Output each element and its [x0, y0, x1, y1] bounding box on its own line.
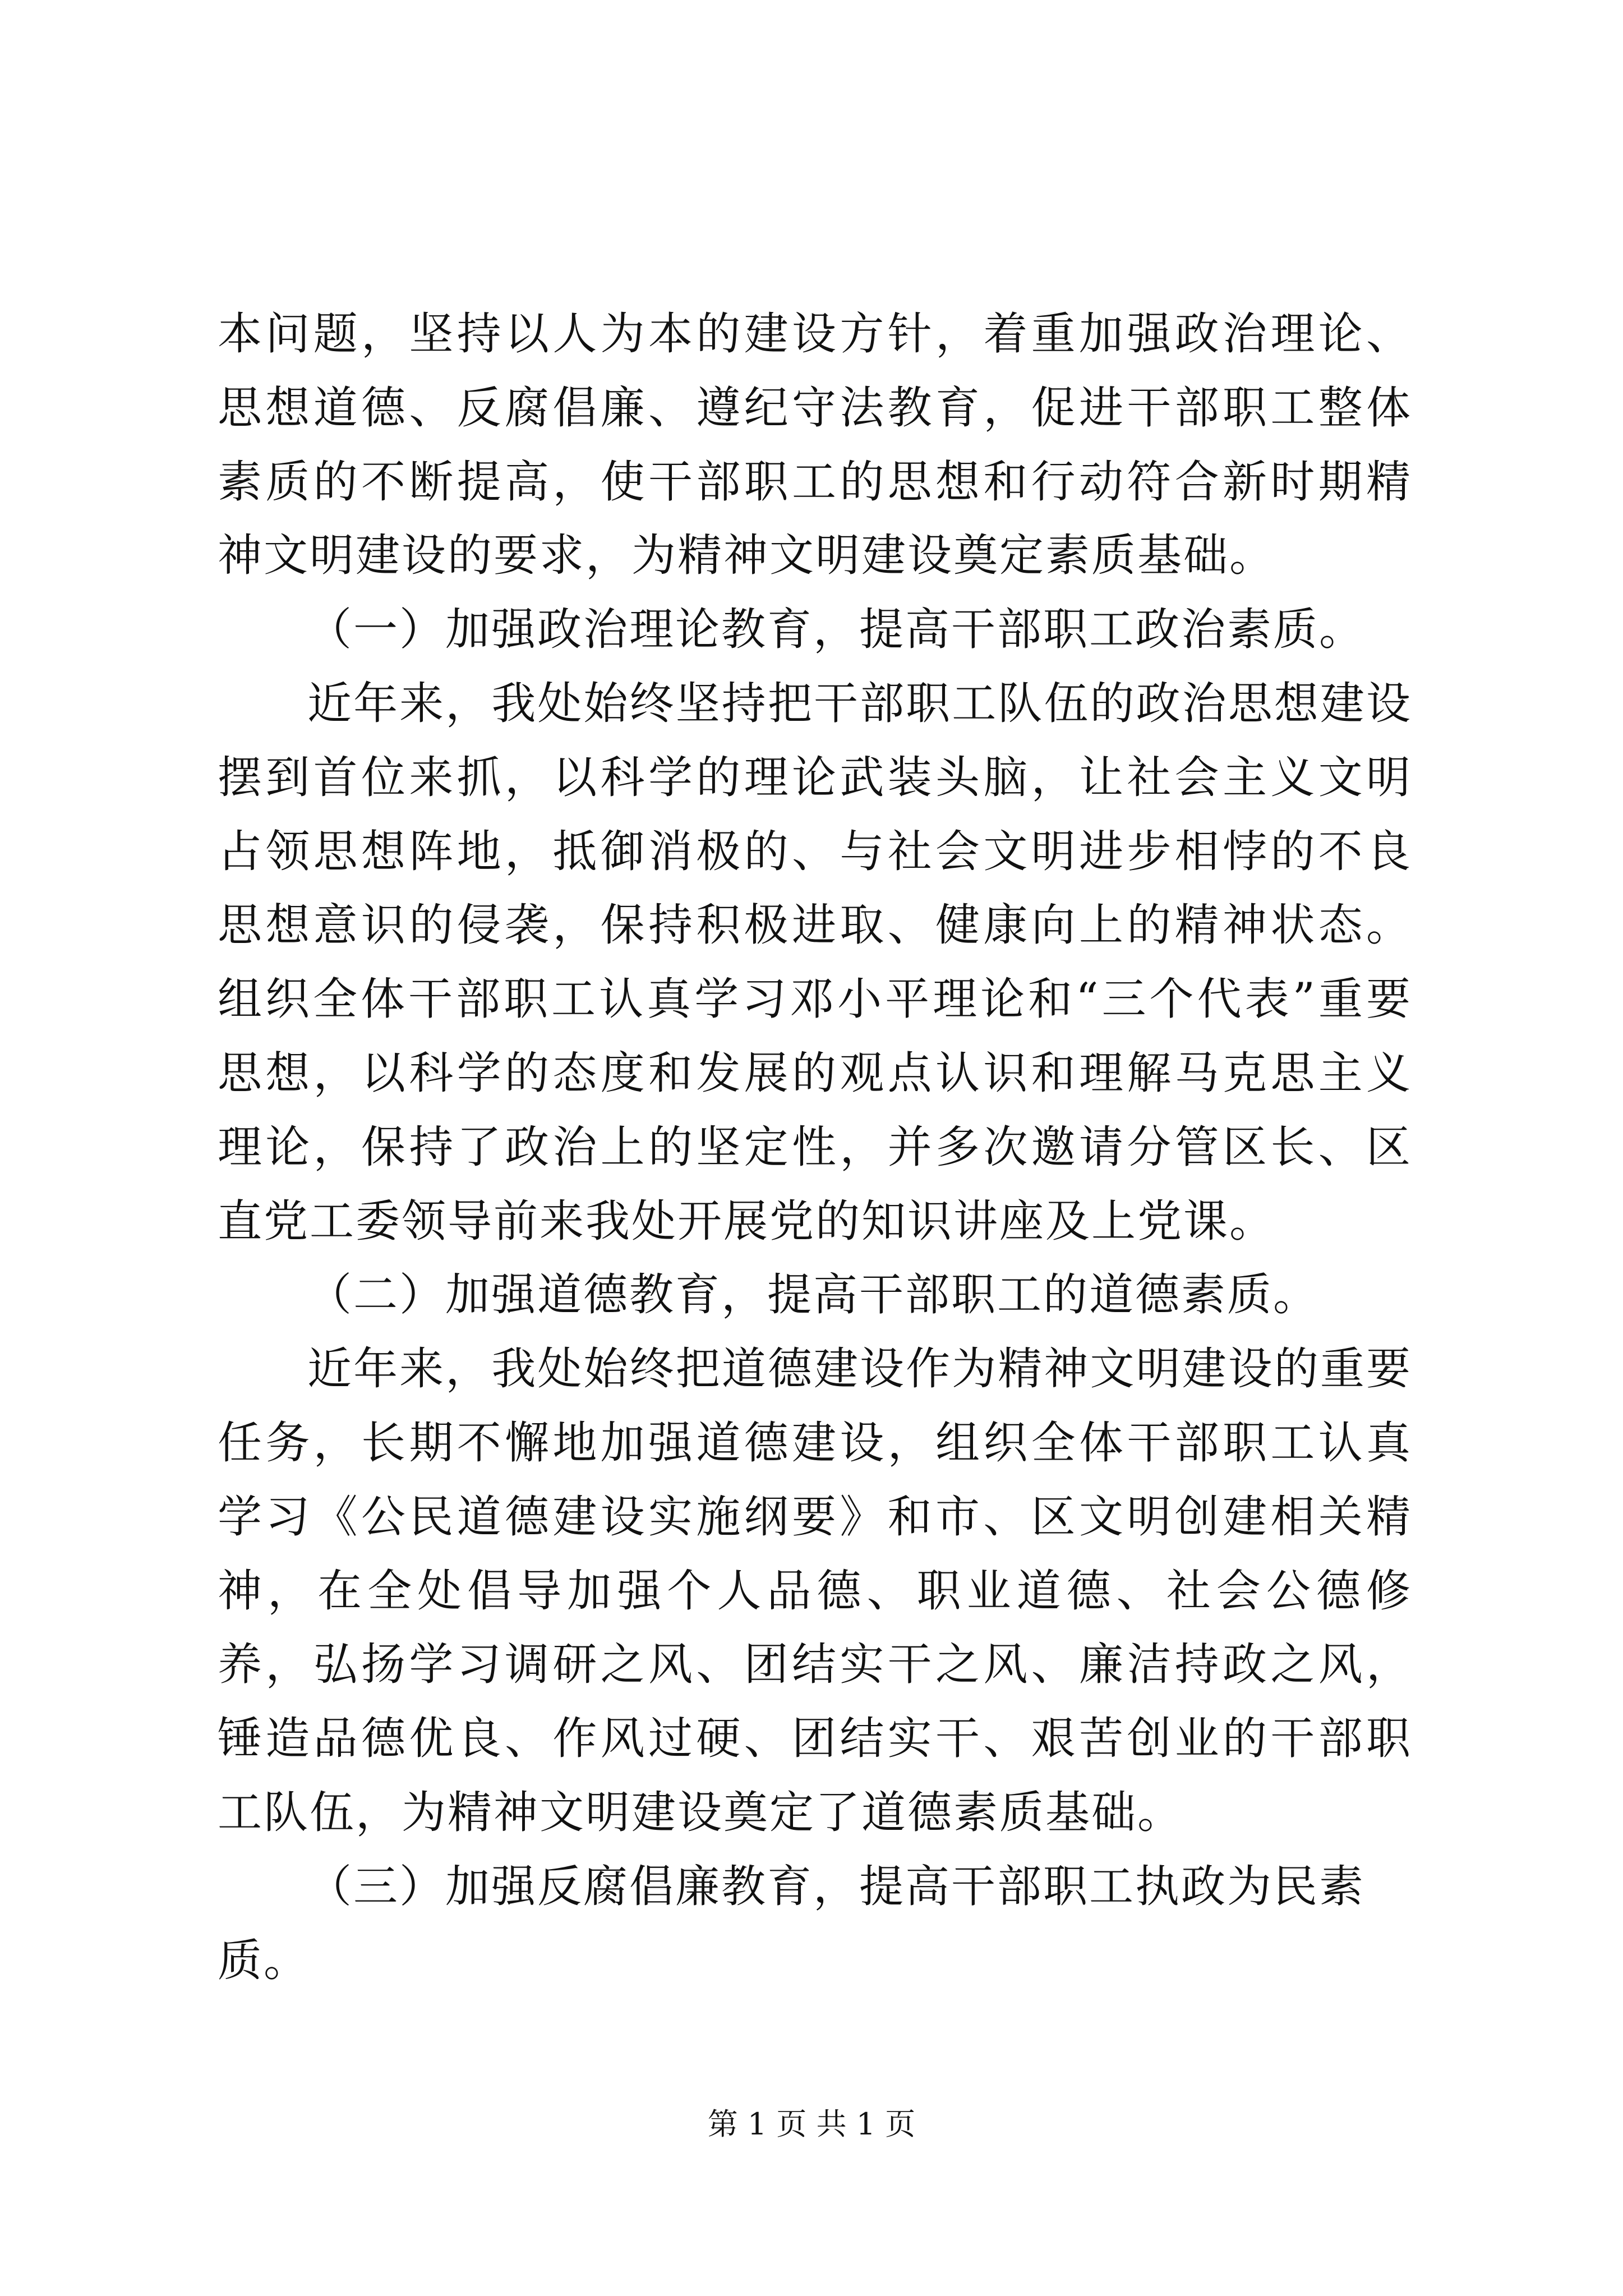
paragraph-continued: 本问题，坚持以人为本的建设方针，着重加强政治理论、思想道德、反腐倡廉、遵纪守法教育，促进干部职工整体素质的不断提高，使干部职工的思想和行动符合新时期精神文明建设的要求，为精神文明建设奠定素质基础。 — [218, 308, 1412, 582]
paragraph-political-education: 近年来，我处始终坚持把干部职工队伍的政治思想建设摆到首位来抓，以科学的理论武装头脑，让社会主义文明占领思想阵地，抵御消极的、与社会文明进步相悖的不良思想意识的侵袭，保持积极进取、健康向上的精神状态。组织全体干部职工认真学习邓小平理论和“三个代表”重要思想，以科学的态度和发展的观点认识和理解马克思主义理论，保持了政治上的坚定性，并多次邀请分管区长、区直党工委领导前来我处开展党的知识讲座及上党课。 — [218, 677, 1412, 1247]
section-heading-2: （二）加强道德教育，提高干部职工的道德素质。 — [307, 1269, 1319, 1321]
page-footer: 第 1 页 共 1 页 — [707, 2106, 916, 2142]
document-body — [218, 297, 1412, 1998]
section-heading-3: （三）加强反腐倡廉教育，提高干部职工执政为民素质。 — [218, 1860, 1365, 1986]
section-heading-1: （一）加强政治理论教育，提高干部职工政治素质。 — [307, 604, 1365, 656]
paragraph-moral-education: 近年来，我处始终把道德建设作为精神文明建设的重要任务，长期不懈地加强道德建设，组织全体干部职工认真学习《公民道德建设实施纲要》和市、区文明创建相关精神，在全处倡导加强个人品德、职业道德、社会公德修养，弘扬学习调研之风、团结实干之风、廉洁持政之风，锤造品德优良、作风过硬、团结实干、艰苦创业的干部职工队伍，为精神文明建设奠定了道德素质基础。 — [218, 1343, 1412, 1838]
